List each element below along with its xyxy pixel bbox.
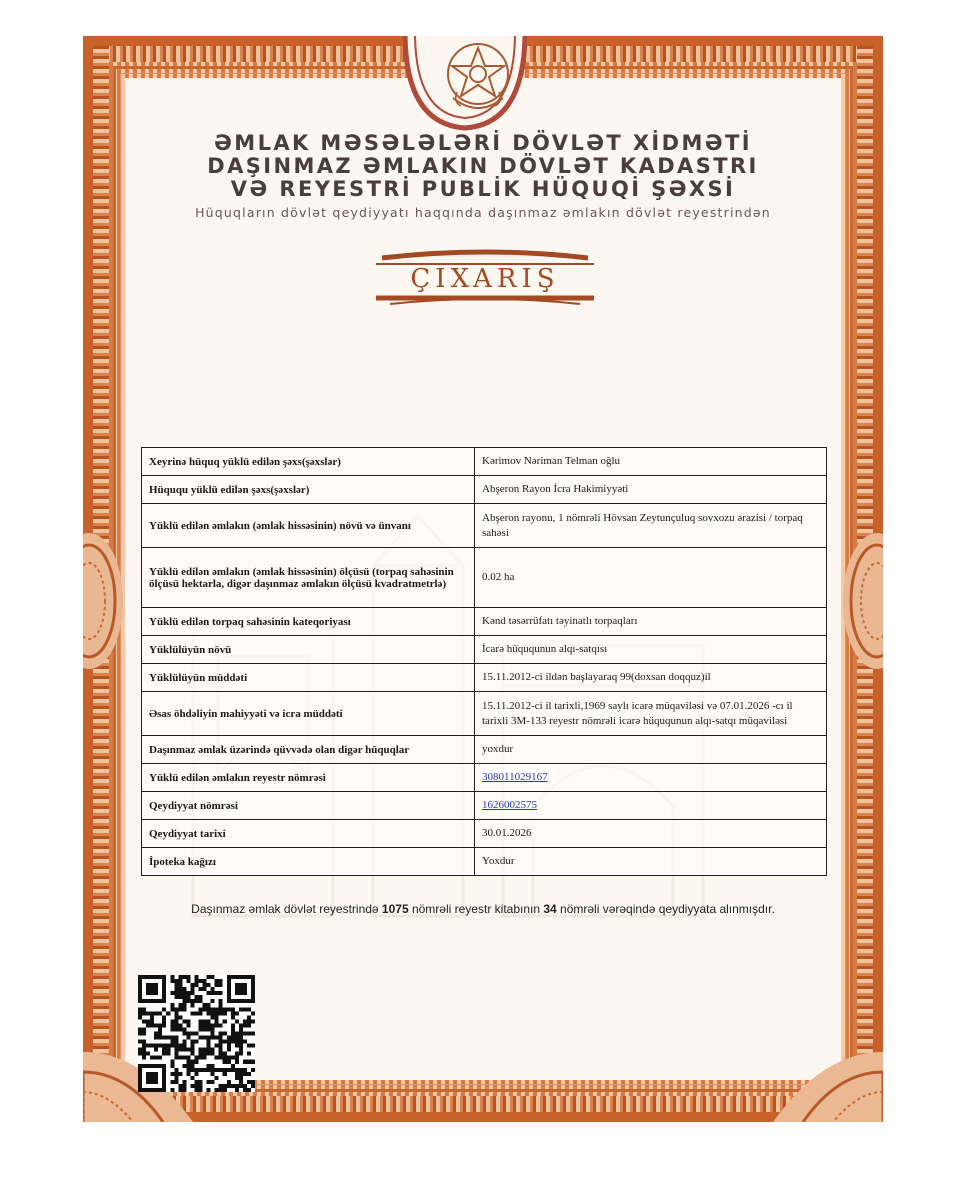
row-label: Hüququ yüklü edilən şəxs(şəxslər) bbox=[142, 476, 475, 504]
certificate-header bbox=[83, 132, 883, 220]
footnote-middle: nömrəli reyestr kitabının bbox=[408, 902, 544, 916]
table-row bbox=[142, 736, 827, 764]
org-line-2: DAŞINMAZ ƏMLAKIN DÖVLƏT KADASTRI bbox=[207, 154, 759, 178]
row-label: Yüklü edilən torpaq sahəsinin kateqoriyası bbox=[142, 608, 475, 636]
row-label: Yüklülüyün müddəti bbox=[142, 664, 475, 692]
row-value: 0.02 ha bbox=[475, 548, 827, 608]
row-value: İcarə hüququnun alqı-satqısı bbox=[475, 636, 827, 664]
row-value: yoxdur bbox=[475, 736, 827, 764]
document-title: ÇIXARIŞ bbox=[410, 264, 560, 294]
row-value: 30.01.2026 bbox=[475, 820, 827, 848]
row-value: 15.11.2012-ci ildən başlayaraq 99(doxsan doqquz)il bbox=[475, 664, 827, 692]
table-row bbox=[142, 792, 827, 820]
table-row bbox=[142, 664, 827, 692]
header-subtitle: Hüquqların dövlət qeydiyyatı haqqında daşınmaz əmlakın dövlət reyestrindən bbox=[195, 205, 771, 220]
row-label: Xeyrinə hüquq yüklü edilən şəxs(şəxslər) bbox=[142, 448, 475, 476]
table-row bbox=[142, 476, 827, 504]
row-value: Yoxdur bbox=[475, 848, 827, 876]
state-emblem-icon bbox=[443, 40, 513, 118]
ornament-corner-right-icon bbox=[773, 1032, 883, 1122]
row-value bbox=[475, 792, 827, 820]
row-label: Yüklü edilən əmlakın (əmlak hissəsinin) növü və ünvanı bbox=[142, 504, 475, 548]
table-row bbox=[142, 448, 827, 476]
row-label: Yüklü edilən əmlakın (əmlak hissəsinin) ölçüsü (torpaq sahəsinin ölçüsü hektarla, digər daşınmaz əmlakın ölçüsü kvadratmetrlə) bbox=[142, 548, 475, 608]
row-label: Qeydiyyat tarixi bbox=[142, 820, 475, 848]
footnote-book-number: 1075 bbox=[381, 902, 409, 916]
footnote-prefix: Daşınmaz əmlak dövlət reyestrində bbox=[191, 902, 382, 916]
table-row bbox=[142, 820, 827, 848]
footnote-page-number: 34 bbox=[543, 902, 557, 916]
row-value: Kənd təsərrüfatı təyinatlı torpaqları bbox=[475, 608, 827, 636]
table-row bbox=[142, 504, 827, 548]
table-row bbox=[142, 692, 827, 736]
row-label: İpoteka kağızı bbox=[142, 848, 475, 876]
row-label: Qeydiyyat nömrəsi bbox=[142, 792, 475, 820]
row-value: 15.11.2012-ci il tarixli,1969 saylı icarə müqaviləsi və 07.01.2026 -cı il tarixli 3M-133 reyestr nömrəli icarə hüququnun alqı-satqı müqaviləsi bbox=[475, 692, 827, 736]
org-line-3: VƏ REYESTRİ PUBLİK HÜQUQİ ŞƏXSİ bbox=[230, 177, 736, 201]
row-value: Abşeron rayonu, 1 nömrəli Hövsan Zeytunçuluq sovxozu ərazisi / torpaq sahəsi bbox=[475, 504, 827, 548]
registry-link[interactable]: 308011029167 bbox=[482, 771, 548, 783]
row-value bbox=[475, 764, 827, 792]
footnote-suffix: nömrəli vərəqində qeydiyyata alınmışdır. bbox=[556, 902, 775, 916]
table-row bbox=[142, 548, 827, 608]
registry-table bbox=[141, 447, 827, 876]
qr-code-icon[interactable] bbox=[138, 975, 255, 1092]
row-value: Kərimov Nəriman Telman oğlu bbox=[475, 448, 827, 476]
ornament-right-icon bbox=[841, 526, 883, 676]
row-label: Daşınmaz əmlak üzərində qüvvədə olan digər hüquqlar bbox=[142, 736, 475, 764]
table-row bbox=[142, 764, 827, 792]
row-label: Əsas öhdəliyin mahiyyəti və icra müddəti bbox=[142, 692, 475, 736]
registry-footnote bbox=[83, 902, 883, 916]
table-row bbox=[142, 608, 827, 636]
table-row bbox=[142, 636, 827, 664]
org-line-1: ƏMLAK MƏSƏLƏLƏRİ DÖVLƏT XİDMƏTİ bbox=[214, 131, 752, 155]
row-label: Yüklülüyün növü bbox=[142, 636, 475, 664]
ornament-left-icon bbox=[83, 526, 125, 676]
row-label: Yüklü edilən əmlakın reyestr nömrəsi bbox=[142, 764, 475, 792]
certificate bbox=[83, 36, 883, 1122]
registry-link[interactable]: 1626002575 bbox=[482, 799, 537, 811]
frame-band-bottom bbox=[93, 1096, 873, 1112]
row-value: Abşeron Rayon İcra Hakimiyyəti bbox=[475, 476, 827, 504]
table-row bbox=[142, 848, 827, 876]
